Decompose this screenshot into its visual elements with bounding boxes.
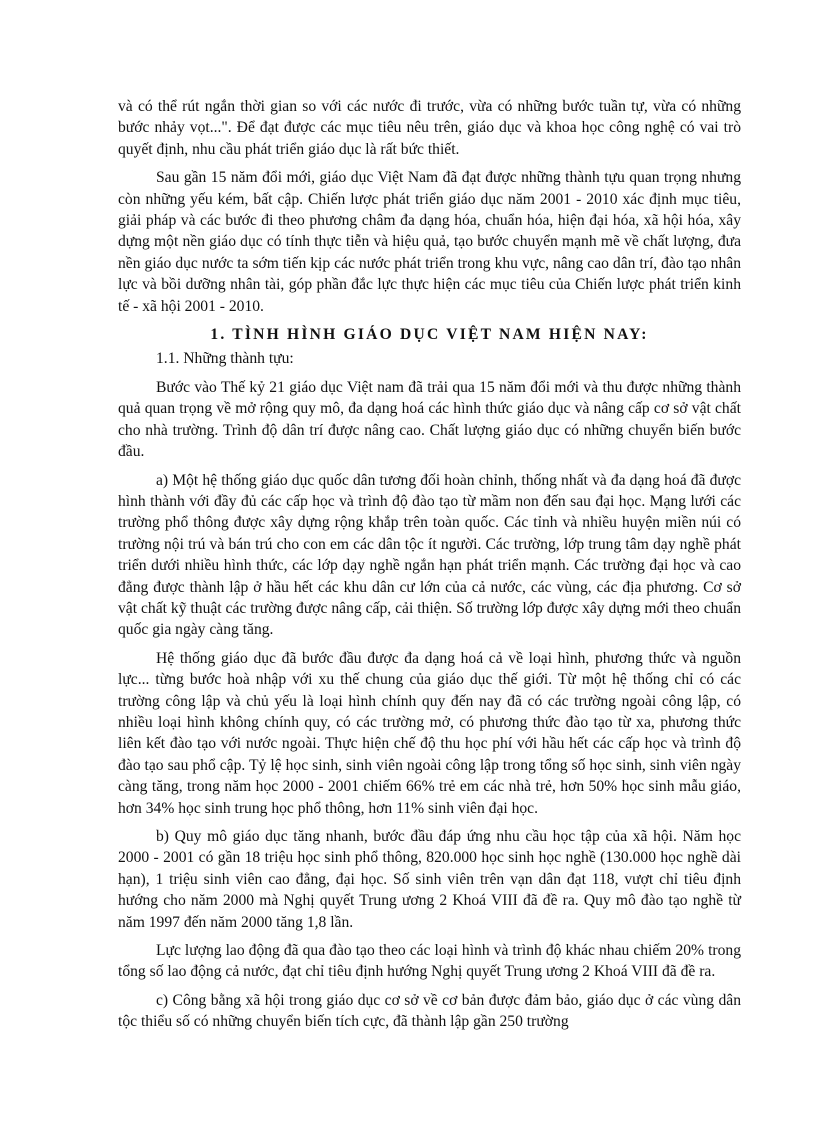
paragraph-intro-2: Sau gần 15 năm đổi mới, giáo dục Việt Nam đã đạt được những thành tựu quan trọng nhưng còn những yếu kém, bất cập. Chiến lược phát triển giáo dục năm 2001 - 2010 xác định mục tiêu, giải pháp và các bước đi theo phương châm đa dạng hóa, chuẩn hóa, hiện đại hóa, xã hội hóa, xây dựng một nền giáo dục có tính thực tiễn và hiệu quả, tạo bước chuyển mạnh mẽ về chất lượng, đưa nền giáo dục nước ta sớm tiến kịp các nước phát triển trong khu vực, nâng cao dân trí, đào tạo nhân lực và bồi dưỡng nhân tài, góp phần đắc lực thực hiện các mục tiêu của Chiến lược phát triển kinh tế - xã hội 2001 - 2010. <box>118 169 741 315</box>
paragraph-body-2: a) Một hệ thống giáo dục quốc dân tương đối hoàn chỉnh, thống nhất và đa dạng hoá đã được hình thành với đầy đủ các cấp học và trình độ đào tạo từ mầm non đến sau đại học. Mạng lưới các trường phổ thông được xây dựng rộng khắp trên toàn quốc. Các tỉnh và nhiều huyện miền núi có trường nội trú và bán trú cho con em các dân tộc ít người. Các trường, lớp trung tâm dạy nghề phát triển dưới nhiều hình thức, các lớp dạy nghề ngắn hạn phát triển mạnh. Các trường đại học và cao đẳng được thành lập ở hầu hết các khu dân cư lớn của cả nước, các vùng, các địa phương. Cơ sở vật chất kỹ thuật các trường được nâng cấp, cải thiện. Số trường lớp được xây dựng mới theo chuẩn quốc gia ngày càng tăng. <box>118 471 741 639</box>
paragraph-body-4: b) Quy mô giáo dục tăng nhanh, bước đầu đáp ứng nhu cầu học tập của xã hội. Năm học 2000 - 2001 có gần 18 triệu học sinh phổ thông, 820.000 học sinh học nghề (130.000 học nghề dài hạn), 1 triệu sinh viên cao đẳng, đại học. Số sinh viên trên vạn dân đạt 118, vượt chỉ tiêu định hướng cho năm 2000 mà Nghị quyết Trung ương 2 Khoá VIII đã đề ra. Quy mô đào tạo nghề từ năm 1997 đến năm 2000 tăng 1,8 lần. <box>118 828 741 931</box>
section-heading: 1. TÌNH HÌNH GIÁO DỤC VIỆT NAM HIỆN NAY: <box>210 326 649 344</box>
paragraph-body-3: Hệ thống giáo dục đã bước đầu được đa dạng hoá cả về loại hình, phương thức và nguồn lực... từng bước hoà nhập với xu thế chung của giáo dục thế giới. Từ một hệ thống chỉ có các trường công lập và chủ yếu là loại hình chính quy đến nay đã có các trường ngoài công lập, có nhiều loại hình không chính quy, có các trường mở, có phương thức đào tạo từ xa, phương thức liên kết đào tạo với nước ngoài. Thực hiện chế độ thu học phí với hầu hết các cấp học và trình độ đào tạo sau phổ cập. Tỷ lệ học sinh, sinh viên ngoài công lập trong tổng số học sinh, sinh viên ngày càng tăng, trong năm học 2000 - 2001 chiếm 66% trẻ em các nhà trẻ, hơn 50% học sinh mẫu giáo, hơn 34% học sinh trung học phổ thông, hơn 11% sinh viên đại học. <box>118 649 741 817</box>
paragraph-body-1: Bước vào Thế kỷ 21 giáo dục Việt nam đã trải qua 15 năm đổi mới và thu được những thành quả quan trọng về mở rộng quy mô, đa dạng hoá các hình thức giáo dục và nâng cấp cơ sở vật chất cho nhà trường. Trình độ dân trí được nâng cao. Chất lượng giáo dục có những chuyển biến bước đầu. <box>118 378 741 461</box>
document-page <box>118 96 741 1040</box>
paragraph-body-5: Lực lượng lao động đã qua đào tạo theo các loại hình và trình độ khác nhau chiếm 20% trong tổng số lao động cả nước, đạt chỉ tiêu định hướng Nghị quyết Trung ương 2 Khoá VIII đã đề ra. <box>118 942 741 981</box>
paragraph-body-6: c) Công bằng xã hội trong giáo dục cơ sở về cơ bản được đảm bảo, giáo dục ở các vùng dân tộc thiểu số có những chuyển biến tích cực, đã thành lập gần 250 trường <box>118 991 741 1031</box>
paragraph-intro-1: và có thể rút ngắn thời gian so với các nước đi trước, vừa có những bước tuần tự, vừa có những bước nhảy vọt...". Để đạt được các mục tiêu nêu trên, giáo dục và khoa học công nghệ có vai trò quyết định, nhu cầu phát triển giáo dục là rất bức thiết. <box>118 98 741 158</box>
subsection-heading: 1.1. Những thành tựu: <box>156 350 294 368</box>
